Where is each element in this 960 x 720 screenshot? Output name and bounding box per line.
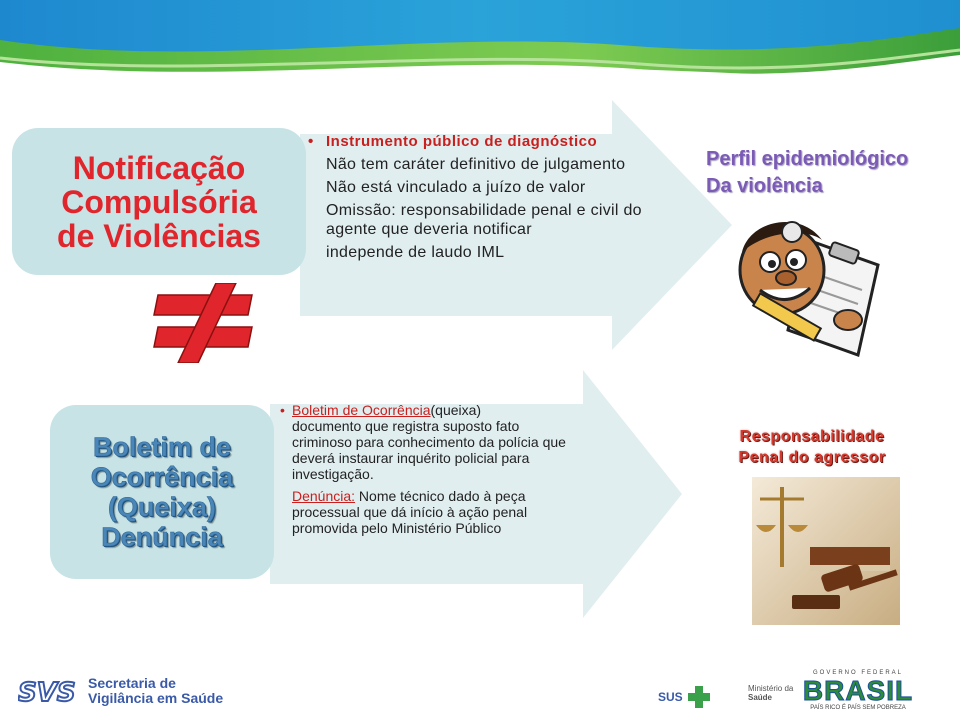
not-equal-icon — [150, 283, 260, 368]
list-item: Não está vinculado a juízo de valor — [326, 179, 586, 196]
doctor-clipboard-icon — [730, 210, 890, 365]
list-item: Omissão: responsabilidade penal e civil do agente que deveria notificar — [326, 202, 642, 238]
notificacao-box — [12, 128, 306, 275]
svs-logo-icon — [18, 676, 84, 711]
list-item: independe de laudo IML — [326, 244, 505, 261]
perfil-text: Perfil epidemiológico Da violência — [706, 148, 909, 197]
responsabilidade-text: Responsabilidade Penal do agressor — [738, 428, 886, 466]
top-banner — [0, 0, 960, 95]
list-item: Denúncia: Nome técnico dado à peça processual que dá início à ação penal promovida pelo Ministério Público — [292, 488, 528, 536]
boletim-title: Boletim de Ocorrência (Queixa) Denúncia — [90, 432, 234, 552]
plus-icon — [686, 684, 712, 710]
justice-gavel-icon — [752, 477, 900, 630]
sus-logo: SUS — [658, 684, 712, 710]
list-item: • Instrumento público de diagnóstico — [308, 133, 598, 150]
list-item: Não tem caráter definitivo de julgamento — [326, 156, 626, 173]
svg-text:SVS: SVS — [18, 678, 76, 706]
notificacao-list — [306, 132, 651, 266]
ministerio-text: Ministério da Saúde — [748, 684, 794, 702]
list-item: • Boletim de Ocorrência(queixa) — [280, 402, 482, 418]
list-item: documento que registra suposto fato criminoso para conhecimento da polícia que deverá instaurar inquérito policial para investigação. — [292, 418, 566, 482]
brasil-logo: GOVERNO FEDERAL BRASIL PAÍS RICO É PAÍS SEM POBREZA — [802, 670, 914, 711]
svs-text: Secretaria de Vigilância em Saúde — [88, 675, 224, 706]
boletim-list — [280, 402, 580, 536]
boletim-box — [50, 405, 274, 579]
notificacao-title: Notificação Compulsória de Violências — [57, 149, 261, 254]
